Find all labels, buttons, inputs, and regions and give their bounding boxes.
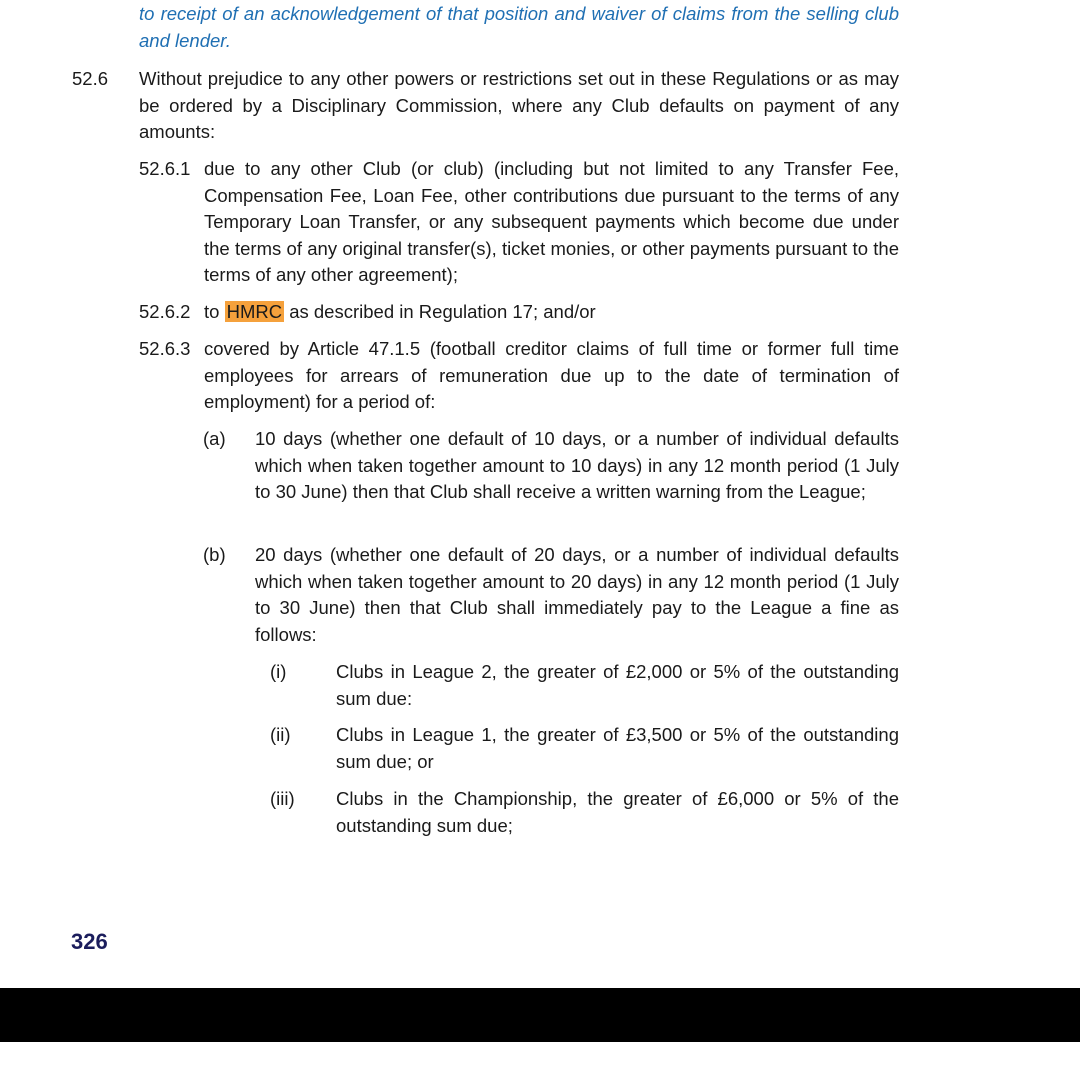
bottom-bar [0,988,1080,1042]
subsection-number: 52.6.1 [139,158,191,179]
subsection-text-after: as described in Regulation 17; and/or [289,301,596,322]
subsection-number: 52.6.3 [139,338,191,359]
subitem-text: Clubs in the Championship, the greater of £6,000 or 5% of the outstanding sum due; [336,788,899,836]
subitem-text: Clubs in League 2, the greater of £2,000 or 5% of the outstanding sum due: [336,661,899,709]
page-number: 326 [71,929,108,954]
section-number: 52.6 [72,68,109,89]
highlighted-term: HMRC [226,301,283,322]
subitem-label: (iii) [270,788,295,809]
item-text: 10 days (whether one default of 10 days, or a number of individual defaults which when taken together amount to 10 days) in any 12 month period (1 July to 30 June) then that Club shall receive a written warning from the League; [255,428,899,502]
subitem-label: (i) [270,661,287,682]
section-text: Without prejudice to any other powers or restrictions set out in these Regulations or as may be ordered by a Disciplinary Commission, where any Club defaults on payment of any amounts: [139,68,899,142]
subitem-label: (ii) [270,724,291,745]
intro-paragraph: to receipt of an acknowledgement of that position and waiver of claims from the selling club and lender. [139,3,899,51]
subsection-text-before: to [204,301,220,322]
item-label: (a) [203,428,226,449]
item-text: 20 days (whether one default of 20 days, or a number of individual defaults which when taken together amount to 20 days) in any 12 month period (1 July to 30 June) then that Club shall immediately pay to the League a fine as follows: [255,544,899,645]
item-label: (b) [203,544,226,565]
subitem-text: Clubs in League 1, the greater of £3,500 or 5% of the outstanding sum due; or [336,724,899,772]
subsection-number: 52.6.2 [139,301,191,322]
subsection-text [204,299,899,326]
subsection-text: covered by Article 47.1.5 (football creditor claims of full time or former full time employees for arrears of remuneration due up to the date of termination of employment) for a period of: [204,338,899,412]
subsection-text: due to any other Club (or club) (including but not limited to any Transfer Fee, Compensation Fee, Loan Fee, other contributions due pursuant to the terms of any Temporary Loan Transfer, or any subsequent payments which become due under the terms of any original transfer(s), ticket monies, or other payments pursuant to the terms of any other agreement); [204,158,899,285]
